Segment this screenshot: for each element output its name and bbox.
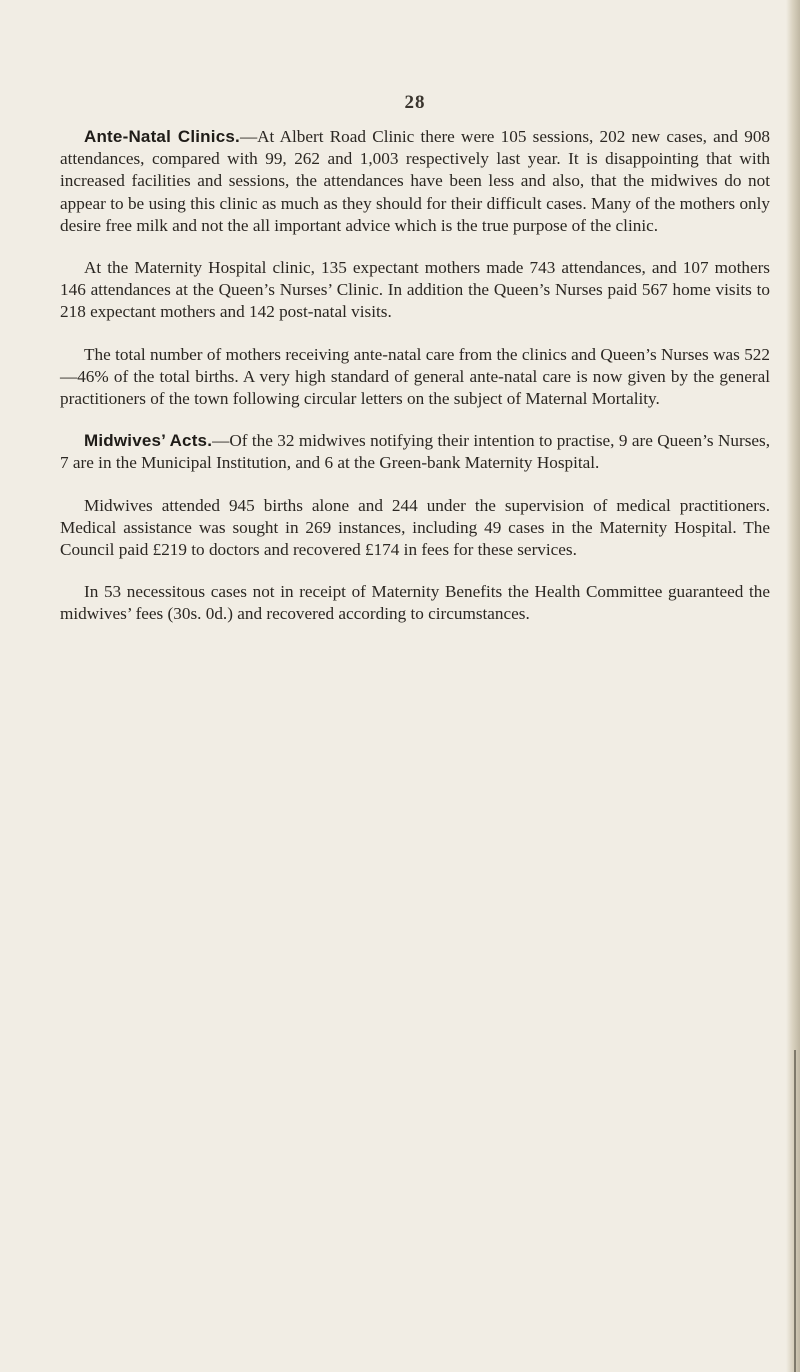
paragraph-necessitous-cases (60, 581, 770, 625)
page-edge-line (794, 1050, 796, 1372)
document-page (60, 92, 770, 646)
paragraph-midwives-births (60, 495, 770, 562)
paragraph-text: —At Albert Road Clinic there were 105 sessions, 202 new cases, and 908 attendances, compared with 99, 262 and 1,003 respectively last year. It is disappointing that with increased facilities and sessions, the attendances have been less and also, that the midwives do not appear to be using this clinic as much as they should for their difficult cases. Many of the mothers only desire free milk and not the all important advice which is the true purpose of the clinic. (60, 127, 771, 235)
section-heading-ante-natal-clinics: Ante-Natal Clinics. (84, 127, 240, 146)
paragraph-text: Midwives attended 945 births alone and 244 under the supervision of medical practitioners. Medical assistance was sought in 269 instances, including 49 cases in the Maternity Hospital. The Council paid £219 to doctors and recovered £174 in fees for these services. (60, 495, 770, 560)
paragraph-text: At the Maternity Hospital clinic, 135 expectant mothers made 743 attendances, and 107 mothers 146 attendances at the Queen’s Nurses’ Clinic. In addition the Queen’s Nurses paid 567 home visits to 218 expectant mothers and 142 post-natal visits. (60, 258, 770, 322)
page-edge-shadow (786, 0, 800, 1372)
paragraph-ante-natal-clinics (60, 126, 770, 237)
paragraph-total-ante-natal-care (60, 344, 770, 411)
section-heading-midwives-acts: Midwives’ Acts. (84, 431, 213, 451)
paragraph-text: In 53 necessitous cases not in receipt of Maternity Benefits the Health Committee guaranteed the midwives’ fees (30s. 0d.) and recovered according to circumstances. (60, 582, 770, 624)
paragraph-text: —Of the 32 midwives notifying their intention to practise, 9 are Queen’s Nurses, 7 are in the Municipal Institution, and 6 at the Green-bank Maternity Hospital. (60, 431, 771, 473)
paragraph-text: The total number of mothers receiving ante-natal care from the clinics and Queen’s Nurses was 522—46% of the total births. A very high standard of general ante-natal care is now given by the general practitioners of the town following circular letters on the subject of Maternal Mortality. (60, 344, 770, 409)
paragraph-maternity-hospital-clinic (60, 257, 770, 324)
page-number: 28 (404, 92, 426, 113)
paragraph-midwives-acts (60, 430, 770, 474)
